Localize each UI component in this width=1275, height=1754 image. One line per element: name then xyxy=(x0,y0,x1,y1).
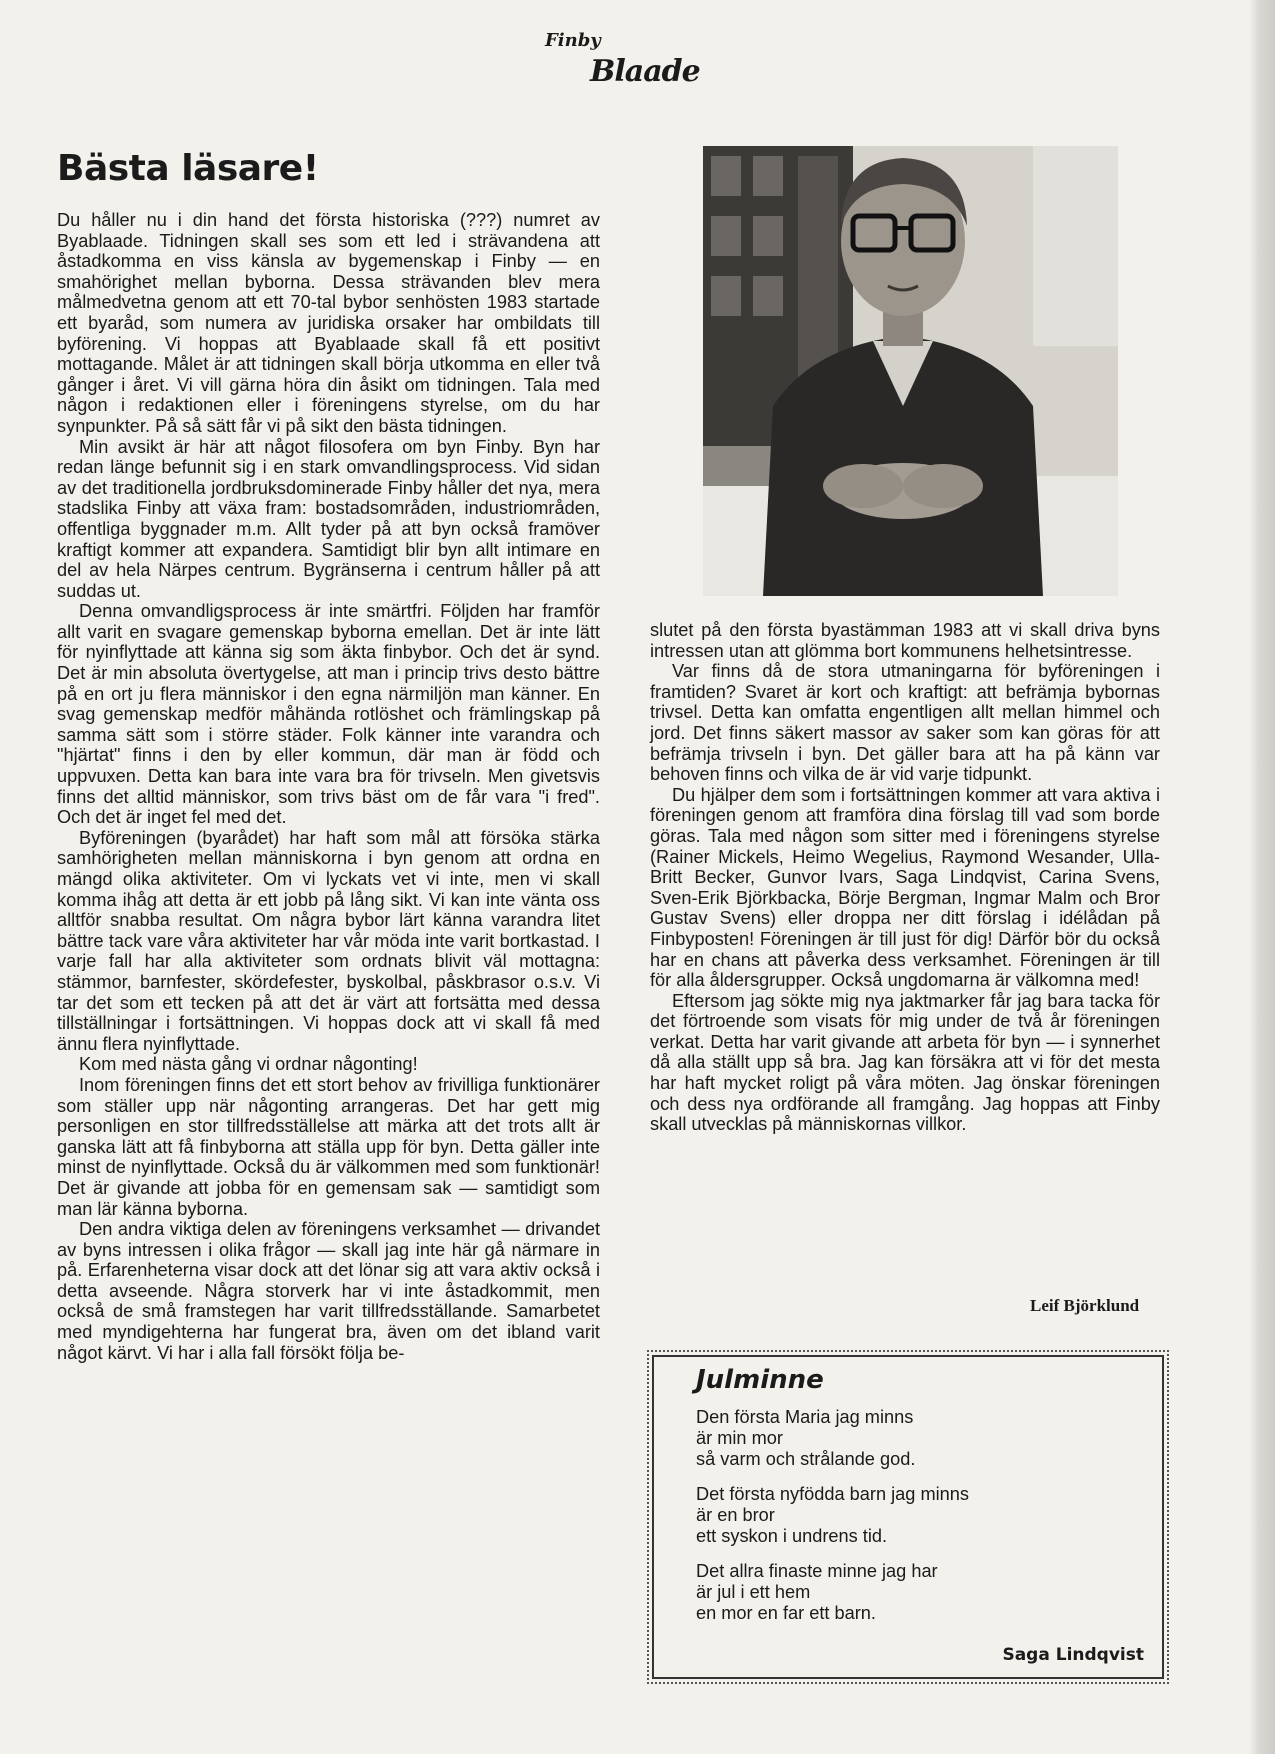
poem-title: Julminne xyxy=(696,1365,824,1395)
article-paragraph: Denna omvandligsprocess är inte smärtfri. Följden har framför allt varit en svagare gemenskap byborna emellan. Det är inte lätt för nyinflyttade att känna sig som äkta finbybor. Och det är synd. Det är min absoluta övertygelse, att man i princip trivs desto bättre på en ort ju flera människor i den egna närmiljön man känner. En svag gemenskap medför måhända rotlöshet och främlingskap på samma sätt som i större städer. Folk känner inte varandra och "hjärtat" finns i den by eller kommun, där man är född och uppvuxen. Detta kan bara inte vara bra för trivseln. Men givetsvis finns det alltid människor, som trivs bäst om de får vara "i fred". Och det är inget fel med det. xyxy=(57,601,600,828)
article-paragraph: Den andra viktiga delen av föreningens verksamhet — drivandet av byns intressen i olika frågor — skall jag inte här gå närmare in på. Erfarenheterna visar dock att det lönar sig att vara aktiv också i detta avseende. Några storverk har vi inte åstadkommit, men också de små framstegen har varit tillfredsställande. Samarbetet med myndigehterna har fungerat bra, även om det ibland varit något kärvt. Vi har i alla fall försökt följa be- xyxy=(57,1219,600,1363)
page-title: Bästa läsare! xyxy=(57,148,319,189)
article-column-left xyxy=(57,210,600,1363)
article-paragraph: Byföreningen (byarådet) har haft som mål att försöka stärka samhörigheten mellan människorna i byn genom att ordna en mängd olika aktiviteter. Om vi lyckats vet vi inte, men vi skall komma ihåg att detta är ett jobb på lång sikt. Vi kan inte vänta oss alltför snabba resultat. Om några bybor lärt känna varandra litet bättre tack vare våra aktiviteter har vår möda inte varit bortkastad. I varje fall har alla aktiviteter som ordnats blivit väl mottagna: stämmor, barnfester, skördefester, byskolbal, påskbrasor o.s.v. Vi tar det som ett tecken på att det är värt att fortsätta med dessa tillställningar i fortsättningen. Vi hoppas dock att vi skall få med ännu flera nyinflyttade. xyxy=(57,827,600,1054)
article-paragraph: Eftersom jag sökte mig nya jaktmarker får jag bara tacka för det förtroende som visats för mig under de två år föreningen verkat. Detta har varit givande att arbeta för byn — i synnerhet då alla ställt upp så bra. Jag kan försäkra att vi för det mesta har haft mycket roligt på våra möten. Jag önskar föreningen och dess nya ordförande all framgång. Jag hoppas att Finby skall utvecklas på människornas villkor. xyxy=(650,990,1160,1135)
poem-line: så varm och strålande god. xyxy=(696,1449,916,1469)
poem-line: är jul i ett hem xyxy=(696,1582,811,1602)
poem-stanza xyxy=(696,1561,969,1624)
masthead xyxy=(520,22,760,102)
masthead-finby: Finby xyxy=(545,30,601,51)
poem-box xyxy=(652,1355,1164,1679)
article-signature: Leif Björklund xyxy=(1030,1296,1140,1315)
poem-line: Det första nyfödda barn jag minns xyxy=(696,1484,969,1504)
article-paragraph: Inom föreningen finns det ett stort behov av frivilliga funktionärer som ställer upp när någonting arrangeras. Det har gett mig personligen en stor tillfredsställelse att märka att det trots allt är ganska lätt att få finbyborna att ställa upp för byn. Detta gäller inte minst de nyinflyttade. Också du är välkommen med som funktionär! Det är givande att jobba för en gemensam sak — samtidigt som man lär känna byborna. xyxy=(57,1074,600,1219)
article-paragraph: Du hjälper dem som i fortsättningen kommer att vara aktiva i föreningen genom att framföra dina förslag till vad som borde göras. Tala med någon som sitter med i föreningens styrelse (Rainer Mickels, Heimo Wegelius, Raymond Wesander, Ulla-Britt Becker, Gunvor Ivars, Saga Lindqvist, Carina Svens, Sven-Erik Björkbacka, Börje Bergman, Ingmar Malm och Bror Gustav Svens) eller droppa ner ditt förslag i idélådan på Finbyposten! Föreningen är till just för dig! Därför bör du också har en chans att påverka dess verksamhet. Föreningen är till för alla åldersgrupper. Också ungdomarna är välkomna med! xyxy=(650,784,1160,991)
article-paragraph: Du håller nu i din hand det första historiska (???) numret av Byablaade. Tidningen skall ses som ett led i strävandena att åstadkomma en viss känsla av bygemenskap i Finby — en smahörighet mellan byborna. Dessa strävanden blev mera målmedvetna genom att ett 70-tal bybor senhösten 1983 startade ett byaråd, som numera av juridiska orsaker har ombildats till byförening. Vi hoppas att Byablaade skall få ett positivt mottagande. Målet är att tidningen skall börja utkomma en eller två gånger i året. Vi vill gärna höra din åsikt om tidningen. Tala med någon i redaktionen eller i föreningens styrelse, om du har synpunkter. På så sätt får vi på sikt den bästa tidningen. xyxy=(57,210,600,436)
poem-author: Saga Lindqvist xyxy=(1002,1645,1144,1665)
masthead-blaade: Blaade xyxy=(590,54,700,89)
article-column-right xyxy=(650,620,1160,1135)
poem-stanza xyxy=(696,1484,969,1547)
article-paragraph: Kom med nästa gång vi ordnar någonting! xyxy=(79,1054,418,1075)
poem-line: en mor en far ett barn. xyxy=(696,1603,876,1623)
poem-body xyxy=(696,1407,969,1638)
poem-line: är min mor xyxy=(696,1428,783,1448)
article-paragraph: slutet på den första byastämman 1983 att vi skall driva byns intressen utan att glömma bort kommunens helhetsintresse. xyxy=(650,620,1160,661)
page-edge-shadow xyxy=(1249,0,1275,1754)
poem-line: är en bror xyxy=(696,1505,775,1525)
poem-line: Den första Maria jag minns xyxy=(696,1407,914,1427)
article-paragraph: Var finns då de stora utmaningarna för byföreningen i framtiden? Svaret är kort och kraftigt: att befrämja bybornas trivsel. Detta kan omfatta engentligen allt mellan himmel och jord. Det finns säkert massor av saker som kan göras för att befrämja trivseln i byn. Det gäller bara att ha på känn var behoven finns och vilka de är vid varje tidpunkt. xyxy=(650,661,1160,785)
poem-line: ett syskon i undrens tid. xyxy=(696,1526,888,1546)
portrait-photo xyxy=(703,146,1118,596)
poem-stanza xyxy=(696,1407,969,1470)
article-paragraph: Min avsikt är här att något filosofera om byn Finby. Byn har redan länge befunnit sig i en stark omvandlingsprocess. Vid sidan av det traditionella jordbruksdominerade Finby håller det nya, mera stadslika Finby att växa fram: bostadsområden, industriområden, offentliga byggnader m.m. Allt tyder på att byn också framöver kraftigt kommer att expandera. Samtidigt blir byn allt intimare en del av hela Närpes centrum. Bygränserna i centrum håller på att suddas ut. xyxy=(57,436,600,601)
poem-line: Det allra finaste minne jag har xyxy=(696,1561,938,1581)
